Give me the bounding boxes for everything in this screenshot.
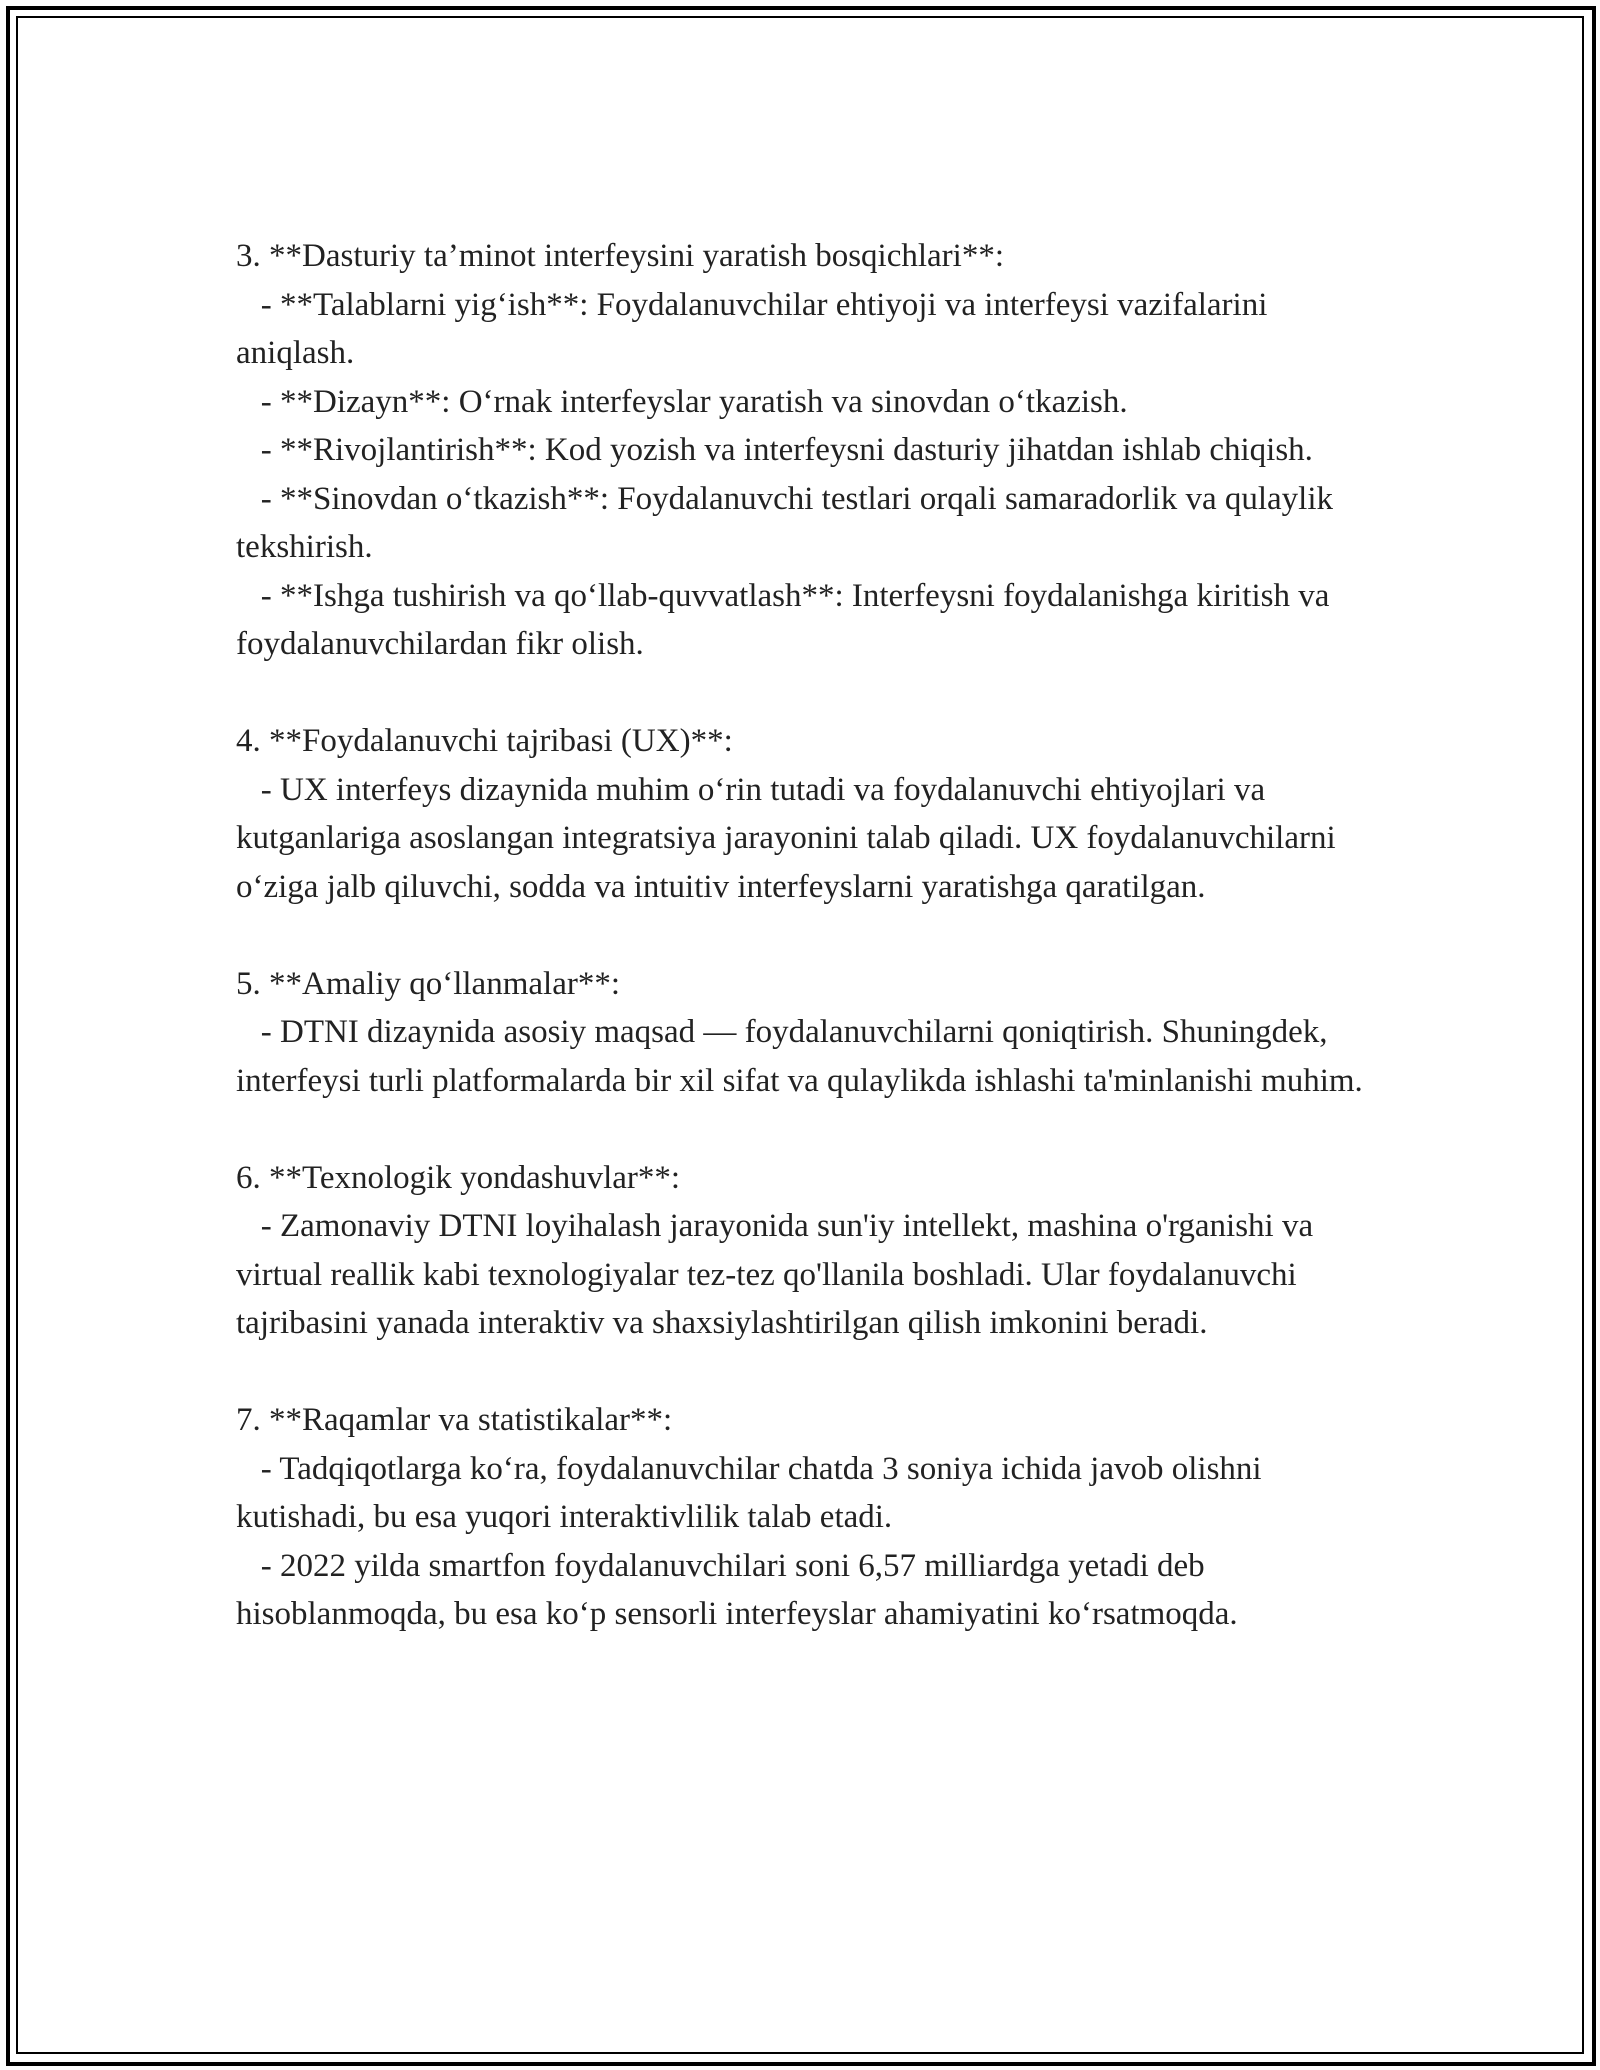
section-7 — [236, 1396, 1386, 1639]
list-item: - DTNI dizaynida asosiy maqsad — foydalanuvchilarni qoniqtirish. Shuningdek, interfeysi turli platformalarda bir xil sifat va qulaylikda ishlashi ta'minlanishi muhim. — [236, 1014, 1363, 1099]
list-item: - 2022 yilda smartfon foydalanuvchilari soni 6,57 milliardga yetadi deb hisoblanmoqda, bu esa ko‘p sensorli interfeyslar ahamiyatini ko‘rsatmoqda. — [236, 1547, 1238, 1632]
section-3 — [236, 232, 1386, 669]
list-item: - **Dizayn**: O‘rnak interfeyslar yaratish va sinovdan o‘tkazish. — [236, 383, 1128, 420]
list-item: - Zamonaviy DTNI loyihalash jarayonida sun'iy intellekt, mashina o'rganishi va virtual reallik kabi texnologiyalar tez-tez qo'llanila boshladi. Ular foydalanuvchi tajribasini yanada interaktiv va shaxsiylashtirilgan qilish imkonini beradi. — [236, 1208, 1322, 1341]
list-item: - UX interfeys dizaynida muhim o‘rin tutadi va foydalanuvchi ehtiyojlari va kutganlariga asoslangan integratsiya jarayonini talab qiladi. UX foydalanuvchilarni o‘ziga jalb qiluvchi, sodda va intuitiv interfeyslarni yaratishga qaratilgan. — [236, 771, 1344, 905]
section-4 — [236, 717, 1386, 911]
section-heading: 4. **Foydalanuvchi tajribasi (UX)**: — [236, 723, 733, 759]
section-heading: 5. **Amaliy qo‘llanmalar**: — [236, 965, 620, 1002]
document-body — [236, 232, 1386, 1639]
list-item: - **Sinovdan o‘tkazish**: Foydalanuvchi testlari orqali samaradorlik va qulaylik tekshirish. — [236, 480, 1342, 565]
list-item: - **Talablarni yig‘ish**: Foydalanuvchilar ehtiyoji va interfeysi vazifalarini aniqlash. — [236, 286, 1276, 371]
list-item: - Tadqiqotlarga ko‘ra, foydalanuvchilar chatda 3 soniya ichida javob olishni kutishadi, bu esa yuqori interaktivlilik talab etadi. — [236, 1450, 1270, 1535]
list-item: - **Ishga tushirish va qo‘llab-quvvatlash**: Interfeysni foydalanishga kiritish va foydalanuvchilardan fikr olish. — [236, 577, 1338, 662]
section-6 — [236, 1154, 1386, 1348]
section-heading: 6. **Texnologik yondashuvlar**: — [236, 1159, 681, 1196]
section-heading: 7. **Raqamlar va statistikalar**: — [236, 1402, 673, 1438]
section-5 — [236, 960, 1386, 1106]
list-item: - **Rivojlantirish**: Kod yozish va interfeysni dasturiy jihatdan ishlab chiqish. — [236, 432, 1313, 468]
section-heading: 3. **Dasturiy ta’minot interfeysini yaratish bosqichlari**: — [236, 238, 1005, 274]
